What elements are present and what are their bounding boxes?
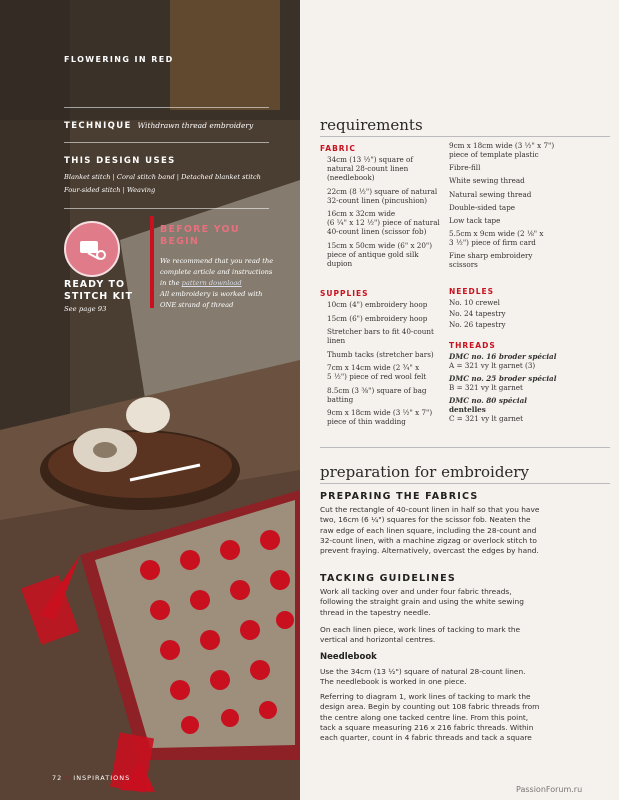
list-item [449,203,599,212]
list-item-line: 9cm x 18cm wide (3 ½" x 7") [449,141,555,150]
paragraph-line: Cut the rectangle of 40-count linen in half so that you have [320,505,540,514]
thread-head: DMC no. 25 broder spécial [449,374,557,383]
kit-badge-circle [64,221,120,277]
list-item-line: 9cm x 18cm wide (3 ½" x 7") [327,408,433,417]
before-text [160,256,273,311]
list-item-line: 8.5cm (3 ⅜") square of bag [327,385,427,395]
before-text-4: All embroidery is worked with [160,290,263,298]
list-item [327,209,447,236]
list-item [327,314,447,323]
list-item-line: 7cm x 14cm wide (2 ¾" x [327,363,420,372]
list-item [327,187,447,205]
pattern-download-link[interactable]: pattern download [181,279,242,287]
list-item [449,176,599,185]
thread-item [449,374,599,392]
paragraph-line: design area. Begin by counting out 108 fabric threads from [320,702,540,712]
h-tacking: TACKING GUIDELINES [320,573,456,584]
design-uses-line1: Blanket stitch | Coral stitch band | Detached blanket stitch [64,173,261,181]
before-title-1: BEFORE YOU [160,224,240,235]
before-accent-bar [150,216,154,308]
h-needlebook: Needlebook [320,652,377,662]
h-preparing-fabrics: PREPARING THE FABRICS [320,491,479,502]
stitch-kit: STITCH KIT [64,291,133,302]
paragraph-line: raw edge of each linen square, including the 28-count and [320,525,537,535]
list-item [327,327,447,345]
paragraph-line: tack a square measuring 216 x 216 fabric threads. Within [320,722,534,732]
paragraph-line: vertical and horizontal centres. [320,635,436,645]
thread-head-2: dentelles [449,405,486,414]
list-item-line: White sewing thread [449,176,525,186]
list-item [449,298,569,307]
list-item-line: piece of antique gold silk [327,249,419,259]
page-number: 72 [52,774,63,782]
list-item-line: 10cm (4") embroidery hoop [327,300,428,309]
list-item [327,408,447,426]
list-item-line: Low tack tape [449,216,501,225]
before-text-5: ONE strand of thread [160,301,234,309]
paragraph-line: following the straight grain and using the white sewing [320,597,524,607]
before-title-2: BEGIN [160,236,200,247]
list-item-line: 5 ½") piece of red wool felt [327,372,427,381]
list-item-line: Fine sharp embroidery [449,251,533,261]
technique-label: TECHNIQUE [64,121,132,131]
divider [320,483,610,484]
paragraph-line: On each linen piece, work lines of tacking to mark the [320,625,521,634]
list-item-line: Double-sided tape [449,202,516,212]
prep-title: preparation for embroidery [320,463,529,481]
paragraph-line: The needlebook is worked in one piece. [320,677,467,687]
list-item [327,363,447,381]
p-fabrics [320,505,539,556]
thread-head: DMC no. 80 spécial [449,396,527,405]
list-item-line: linen [327,336,346,345]
scissors-icon [66,223,118,275]
list-item-line: 5.5cm x 9cm wide (2 ⅛" x [449,229,544,239]
kicker: FLOWERING IN RED [64,55,174,64]
list-item-line: 15cm x 50cm wide (6" x 20") [327,240,433,250]
list-item-line: No. 26 tapestry [449,320,506,329]
list-item-line: 16cm x 32cm wide [327,209,396,218]
list-item-line: 22cm (8 ½") square of natural [327,186,438,196]
paragraph-line: Work all tacking over and under four fabric threads, [320,587,512,596]
divider [320,136,610,137]
list-item [327,350,447,359]
list-item-line: (needlebook) [327,173,375,182]
needles-label: NEEDLES [449,287,495,296]
see-page[interactable]: See page 93 [64,305,107,313]
list-item [449,216,599,225]
p-tacking2 [320,625,520,646]
list-item-line: scissors [449,260,478,270]
list-item-line: batting [327,394,354,404]
list-item [327,155,447,182]
list-item [449,320,569,329]
paragraph-line: 32-count linen, with a machine zigzag or overlock stitch to [320,535,537,545]
list-item-line: Fibre-fill [449,163,481,173]
thread-item [449,396,599,423]
p-tacking1 [320,587,524,618]
list-item [327,241,447,268]
paragraph-line: Use the 34cm (13 ½") square of natural 28-count linen. [320,667,526,676]
divider [64,208,269,209]
p-nb2 [320,692,539,743]
list-item [449,251,599,269]
list-item-line: piece of template plastic [449,150,539,159]
list-item-line: 15cm (6") embroidery hoop [327,313,428,323]
thread-line: A = 321 vy lt garnet (3) [449,361,536,370]
paragraph-line: each quarter, count in 4 fabric threads and tack a square [320,733,532,743]
list-item [327,386,447,404]
paragraph-line: the centre along one tacked centre line. From this point, [320,712,529,722]
design-uses-line2: Four-sided stitch | Weaving [64,186,156,194]
list-item-line: piece of thin wadding [327,417,406,426]
before-text-1: We recommend that you read the [160,257,274,265]
supplies-label: SUPPLIES [320,289,369,298]
list-item-line: Natural sewing thread [449,189,532,199]
list-item-line: No. 24 tapestry [449,309,506,318]
list-item-line: No. 10 crewel [449,298,500,307]
magazine-name: INSPIRATIONS [73,774,131,782]
technique-value: Withdrawn thread embroidery [137,121,254,130]
fabric-label: FABRIC [320,144,356,153]
divider [320,447,610,448]
list-item [449,190,599,199]
list-item [449,309,569,318]
before-text-2: complete article and instructions [160,268,273,276]
list-item-line: 40-count linen (scissor fob) [327,227,427,236]
paragraph-line: thread in the tapestry needle. [320,607,431,617]
list-item [327,300,447,309]
threads-label: THREADS [449,341,496,350]
page-footer: 72 • INSPIRATIONS [52,774,131,782]
list-item-line: 34cm (13 ½") square of [327,155,414,164]
thread-line: C = 321 vy lt garnet [449,414,524,423]
list-item-line: 3 ½") piece of firm card [449,238,536,248]
list-item-line: Thumb tacks (stretcher bars) [327,349,434,359]
list-item-line: Stretcher bars to fit 40-count [327,327,434,336]
pincushion-illustration [0,0,300,800]
paragraph-line: two, 16cm (6 ¼") squares for the scissor fob. Neaten the [320,515,531,525]
watermark: PassionForum.ru [516,785,583,794]
before-text-3-prefix: in the [160,279,182,287]
list-item [449,163,599,172]
thread-line: B = 321 vy lt garnet [449,383,523,392]
list-item-line: 32-count linen (pincushion) [327,195,428,205]
thread-item [449,352,599,370]
list-item-line: dupion [327,258,353,268]
ready-to: READY TO [64,279,126,290]
technique-line [64,121,253,131]
paragraph-line: prevent fraying. Alternatively, overcast the edges by hand. [320,546,539,556]
paragraph-line: Referring to diagram 1, work lines of tacking to mark the [320,692,531,701]
hero-photo [0,0,300,800]
requirements-title: requirements [320,116,423,134]
list-item-line: (6 ¼" x 12 ½") piece of natural [327,218,440,227]
thread-head: DMC no. 16 broder spécial [449,352,557,361]
list-item [449,229,599,247]
p-nb1 [320,667,526,688]
list-item [449,141,599,159]
design-uses-label: THIS DESIGN USES [64,156,176,166]
divider [64,107,269,108]
list-item-line: natural 28-count linen [327,164,409,173]
divider [64,142,269,143]
